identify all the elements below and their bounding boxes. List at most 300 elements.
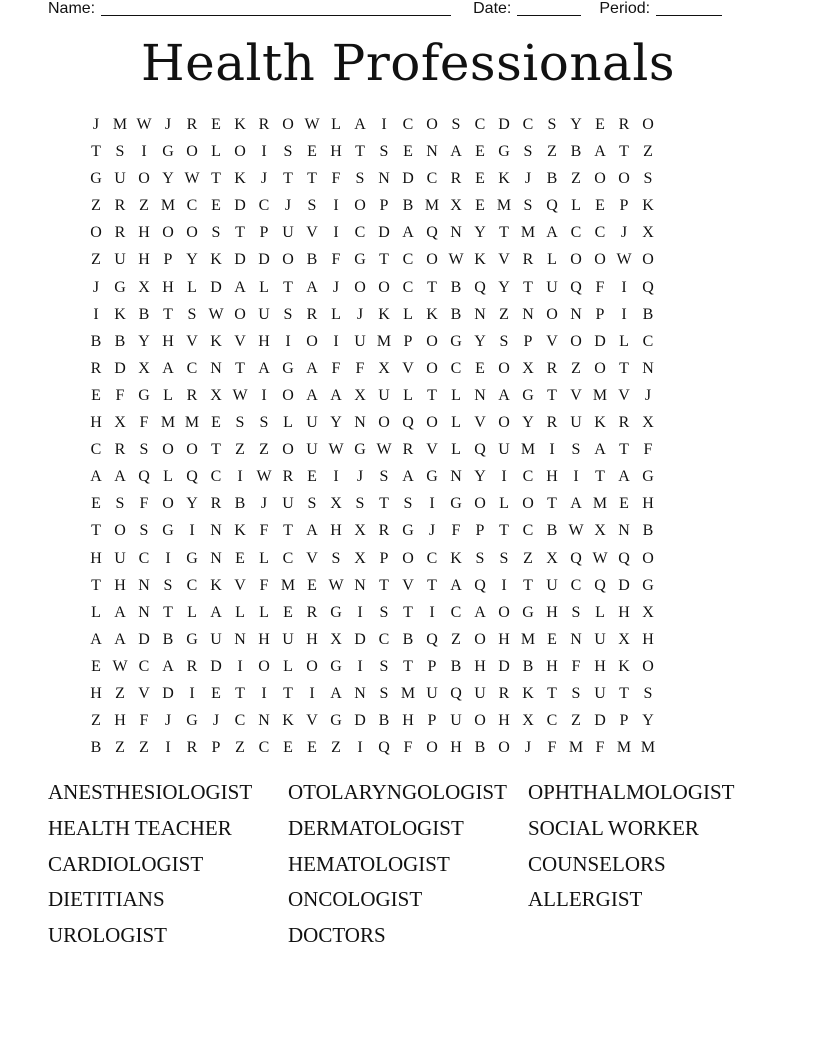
grid-letter[interactable]: A bbox=[570, 495, 582, 513]
grid-letter[interactable]: T bbox=[403, 603, 413, 621]
grid-letter[interactable]: V bbox=[402, 576, 414, 594]
grid-letter[interactable]: T bbox=[619, 359, 629, 377]
grid-letter[interactable]: T bbox=[427, 576, 437, 594]
grid-letter[interactable]: L bbox=[163, 386, 173, 404]
grid-letter[interactable]: R bbox=[402, 441, 414, 459]
grid-letter[interactable]: L bbox=[403, 305, 413, 323]
grid-letter[interactable]: C bbox=[186, 197, 198, 215]
grid-letter[interactable]: U bbox=[546, 576, 558, 594]
grid-letter[interactable]: C bbox=[570, 224, 582, 242]
grid-letter[interactable]: I bbox=[237, 657, 243, 675]
grid-letter[interactable]: X bbox=[642, 224, 654, 242]
grid-letter[interactable]: U bbox=[594, 630, 606, 648]
grid-letter[interactable]: B bbox=[642, 522, 654, 540]
grid-letter[interactable]: O bbox=[258, 657, 270, 675]
grid-letter[interactable]: S bbox=[355, 170, 365, 188]
grid-letter[interactable]: V bbox=[306, 549, 318, 567]
grid-letter[interactable]: B bbox=[450, 278, 462, 296]
grid-letter[interactable]: V bbox=[234, 576, 246, 594]
grid-letter[interactable]: J bbox=[620, 224, 628, 242]
grid-letter[interactable]: W bbox=[592, 549, 608, 567]
grid-letter[interactable]: S bbox=[451, 116, 461, 133]
grid-letter[interactable]: E bbox=[211, 116, 221, 133]
grid-letter[interactable]: C bbox=[402, 278, 414, 296]
grid-letter[interactable]: T bbox=[379, 251, 389, 269]
grid-letter[interactable]: L bbox=[259, 278, 269, 296]
grid-letter[interactable]: N bbox=[138, 576, 150, 594]
name-field[interactable] bbox=[48, 0, 451, 18]
grid-letter[interactable]: K bbox=[234, 170, 246, 188]
grid-letter[interactable]: N bbox=[570, 305, 582, 323]
grid-letter[interactable]: G bbox=[426, 468, 438, 486]
grid-letter[interactable]: C bbox=[258, 197, 270, 215]
grid-letter[interactable]: V bbox=[498, 251, 510, 269]
grid-letter[interactable]: G bbox=[642, 468, 654, 486]
grid-letter[interactable]: Q bbox=[426, 630, 438, 648]
grid-letter[interactable]: O bbox=[114, 522, 126, 540]
grid-letter[interactable]: D bbox=[234, 197, 246, 215]
grid-letter[interactable]: Z bbox=[547, 143, 557, 161]
grid-letter[interactable]: R bbox=[498, 684, 510, 702]
grid-letter[interactable]: O bbox=[138, 170, 150, 188]
grid-letter[interactable]: G bbox=[90, 170, 102, 188]
grid-letter[interactable]: U bbox=[210, 630, 222, 648]
grid-letter[interactable]: N bbox=[210, 549, 222, 567]
grid-letter[interactable]: E bbox=[211, 197, 221, 215]
grid-letter[interactable]: L bbox=[163, 468, 173, 486]
grid-letter[interactable]: O bbox=[354, 197, 366, 215]
grid-letter[interactable]: G bbox=[402, 522, 414, 540]
grid-letter[interactable]: Y bbox=[474, 332, 486, 350]
grid-letter[interactable]: R bbox=[378, 522, 390, 540]
grid-letter[interactable]: H bbox=[306, 630, 318, 648]
grid-letter[interactable]: F bbox=[643, 441, 653, 459]
grid-letter[interactable]: P bbox=[427, 657, 437, 675]
grid-letter[interactable]: E bbox=[91, 386, 101, 404]
grid-letter[interactable]: Y bbox=[186, 251, 198, 269]
grid-letter[interactable]: R bbox=[282, 468, 294, 486]
grid-letter[interactable]: T bbox=[523, 576, 533, 594]
grid-letter[interactable]: P bbox=[619, 197, 629, 215]
grid-letter[interactable]: H bbox=[162, 332, 174, 350]
grid-letter[interactable]: L bbox=[547, 251, 557, 269]
grid-letter[interactable]: O bbox=[498, 359, 510, 377]
grid-letter[interactable]: H bbox=[546, 603, 558, 621]
grid-letter[interactable]: Q bbox=[474, 441, 486, 459]
grid-letter[interactable]: A bbox=[330, 386, 342, 404]
grid-letter[interactable]: P bbox=[379, 549, 389, 567]
grid-letter[interactable]: I bbox=[261, 386, 267, 404]
grid-letter[interactable]: A bbox=[306, 359, 318, 377]
grid-letter[interactable]: G bbox=[450, 332, 462, 350]
grid-letter[interactable]: Q bbox=[450, 684, 462, 702]
grid-letter[interactable]: T bbox=[283, 684, 293, 702]
grid-letter[interactable]: W bbox=[328, 576, 344, 594]
grid-letter[interactable]: H bbox=[90, 684, 102, 702]
grid-letter[interactable]: U bbox=[498, 441, 510, 459]
grid-letter[interactable]: U bbox=[426, 684, 438, 702]
grid-letter[interactable]: L bbox=[187, 278, 197, 296]
grid-letter[interactable]: Q bbox=[426, 224, 438, 242]
grid-letter[interactable]: K bbox=[234, 116, 246, 133]
grid-letter[interactable]: M bbox=[568, 739, 584, 757]
grid-letter[interactable]: E bbox=[475, 143, 485, 161]
grid-letter[interactable]: W bbox=[112, 657, 128, 675]
grid-letter[interactable]: D bbox=[498, 116, 510, 133]
grid-letter[interactable]: L bbox=[499, 495, 509, 513]
grid-letter[interactable]: I bbox=[621, 305, 627, 323]
grid-letter[interactable]: I bbox=[333, 197, 339, 215]
grid-letter[interactable]: O bbox=[354, 278, 366, 296]
grid-letter[interactable]: B bbox=[546, 170, 558, 188]
grid-letter[interactable]: D bbox=[234, 251, 246, 269]
grid-letter[interactable]: C bbox=[258, 739, 270, 757]
grid-letter[interactable]: R bbox=[522, 251, 534, 269]
grid-letter[interactable]: M bbox=[616, 739, 632, 757]
grid-letter[interactable]: C bbox=[450, 359, 462, 377]
grid-letter[interactable]: D bbox=[402, 170, 414, 188]
grid-letter[interactable]: O bbox=[570, 251, 582, 269]
grid-letter[interactable]: I bbox=[429, 495, 435, 513]
grid-letter[interactable]: R bbox=[186, 116, 198, 133]
grid-letter[interactable]: K bbox=[522, 684, 534, 702]
grid-letter[interactable]: O bbox=[282, 386, 294, 404]
grid-letter[interactable]: E bbox=[235, 549, 245, 567]
grid-letter[interactable]: M bbox=[496, 197, 512, 215]
grid-letter[interactable]: R bbox=[306, 305, 318, 323]
grid-letter[interactable]: A bbox=[162, 359, 174, 377]
grid-letter[interactable]: F bbox=[571, 657, 581, 675]
grid-letter[interactable]: A bbox=[210, 603, 222, 621]
grid-letter[interactable]: E bbox=[307, 576, 317, 594]
grid-letter[interactable]: G bbox=[498, 143, 510, 161]
grid-letter[interactable]: N bbox=[618, 522, 630, 540]
grid-letter[interactable]: N bbox=[354, 684, 366, 702]
grid-letter[interactable]: N bbox=[450, 468, 462, 486]
grid-letter[interactable]: S bbox=[643, 684, 653, 702]
grid-letter[interactable]: D bbox=[210, 278, 222, 296]
grid-letter[interactable]: T bbox=[91, 522, 101, 540]
grid-letter[interactable]: J bbox=[644, 386, 652, 404]
grid-letter[interactable]: A bbox=[306, 386, 318, 404]
grid-letter[interactable]: E bbox=[307, 468, 317, 486]
grid-letter[interactable]: I bbox=[357, 603, 363, 621]
grid-letter[interactable]: R bbox=[546, 359, 558, 377]
grid-letter[interactable]: U bbox=[282, 224, 294, 242]
grid-letter[interactable]: O bbox=[426, 332, 438, 350]
grid-letter[interactable]: A bbox=[330, 684, 342, 702]
grid-letter[interactable]: K bbox=[618, 657, 630, 675]
grid-letter[interactable]: H bbox=[450, 739, 462, 757]
grid-letter[interactable]: O bbox=[474, 712, 486, 730]
grid-letter[interactable]: M bbox=[160, 414, 176, 432]
grid-letter[interactable]: B bbox=[450, 305, 462, 323]
grid-letter[interactable]: H bbox=[642, 630, 654, 648]
grid-letter[interactable]: L bbox=[595, 603, 605, 621]
grid-letter[interactable]: B bbox=[402, 630, 414, 648]
grid-letter[interactable]: E bbox=[595, 116, 605, 133]
grid-letter[interactable]: A bbox=[354, 116, 366, 133]
grid-letter[interactable]: Z bbox=[91, 712, 101, 730]
grid-letter[interactable]: A bbox=[114, 630, 126, 648]
grid-letter[interactable]: O bbox=[282, 441, 294, 459]
grid-letter[interactable]: U bbox=[114, 170, 126, 188]
grid-letter[interactable]: U bbox=[282, 630, 294, 648]
grid-letter[interactable]: O bbox=[282, 251, 294, 269]
grid-letter[interactable]: M bbox=[640, 739, 656, 757]
grid-letter[interactable]: K bbox=[114, 305, 126, 323]
grid-letter[interactable]: A bbox=[90, 468, 102, 486]
grid-letter[interactable]: R bbox=[546, 414, 558, 432]
grid-letter[interactable]: A bbox=[114, 603, 126, 621]
grid-letter[interactable]: S bbox=[379, 603, 389, 621]
grid-letter[interactable]: I bbox=[381, 116, 387, 133]
grid-letter[interactable]: K bbox=[642, 197, 654, 215]
grid-letter[interactable]: J bbox=[92, 116, 100, 133]
grid-letter[interactable]: H bbox=[618, 603, 630, 621]
grid-letter[interactable]: T bbox=[619, 684, 629, 702]
grid-letter[interactable]: F bbox=[331, 170, 341, 188]
grid-letter[interactable]: O bbox=[618, 170, 630, 188]
grid-letter[interactable]: U bbox=[114, 251, 126, 269]
grid-letter[interactable]: K bbox=[378, 305, 390, 323]
grid-letter[interactable]: N bbox=[138, 603, 150, 621]
grid-letter[interactable]: K bbox=[450, 549, 462, 567]
grid-letter[interactable]: O bbox=[642, 116, 654, 133]
grid-letter[interactable]: A bbox=[258, 359, 270, 377]
grid-letter[interactable]: S bbox=[235, 414, 245, 432]
grid-letter[interactable]: C bbox=[402, 116, 414, 133]
grid-letter[interactable]: B bbox=[642, 305, 654, 323]
grid-letter[interactable]: T bbox=[235, 359, 245, 377]
grid-letter[interactable]: G bbox=[330, 603, 342, 621]
grid-letter[interactable]: Z bbox=[499, 305, 509, 323]
grid-letter[interactable]: U bbox=[474, 684, 486, 702]
grid-letter[interactable]: L bbox=[235, 603, 245, 621]
grid-letter[interactable]: H bbox=[138, 224, 150, 242]
grid-letter[interactable]: U bbox=[306, 441, 318, 459]
grid-letter[interactable]: H bbox=[498, 712, 510, 730]
grid-letter[interactable]: D bbox=[354, 630, 366, 648]
grid-letter[interactable]: Z bbox=[235, 441, 245, 459]
grid-letter[interactable]: I bbox=[165, 739, 171, 757]
grid-letter[interactable]: Q bbox=[474, 278, 486, 296]
grid-letter[interactable]: O bbox=[282, 116, 294, 133]
grid-letter[interactable]: M bbox=[280, 576, 296, 594]
grid-letter[interactable]: W bbox=[304, 116, 320, 133]
grid-letter[interactable]: X bbox=[378, 359, 390, 377]
grid-letter[interactable]: L bbox=[91, 603, 101, 621]
grid-letter[interactable]: A bbox=[234, 278, 246, 296]
grid-letter[interactable]: H bbox=[90, 414, 102, 432]
grid-letter[interactable]: C bbox=[282, 549, 294, 567]
grid-letter[interactable]: B bbox=[402, 197, 414, 215]
grid-letter[interactable]: S bbox=[139, 441, 149, 459]
grid-letter[interactable]: J bbox=[524, 739, 532, 757]
grid-letter[interactable]: N bbox=[354, 576, 366, 594]
grid-letter[interactable]: B bbox=[162, 630, 174, 648]
grid-letter[interactable]: M bbox=[520, 224, 536, 242]
grid-letter[interactable]: B bbox=[474, 739, 486, 757]
grid-letter[interactable]: Q bbox=[570, 549, 582, 567]
grid-letter[interactable]: D bbox=[594, 332, 606, 350]
grid-letter[interactable]: Q bbox=[618, 549, 630, 567]
grid-letter[interactable]: S bbox=[379, 143, 389, 161]
grid-letter[interactable]: T bbox=[499, 522, 509, 540]
grid-letter[interactable]: I bbox=[189, 522, 195, 540]
grid-letter[interactable]: P bbox=[259, 224, 269, 242]
grid-letter[interactable]: X bbox=[618, 630, 630, 648]
grid-letter[interactable]: J bbox=[92, 278, 100, 296]
grid-letter[interactable]: Q bbox=[402, 414, 414, 432]
grid-letter[interactable]: Z bbox=[139, 739, 149, 757]
grid-letter[interactable]: H bbox=[114, 712, 126, 730]
grid-letter[interactable]: Z bbox=[451, 630, 461, 648]
grid-letter[interactable]: C bbox=[378, 630, 390, 648]
grid-letter[interactable]: C bbox=[426, 549, 438, 567]
grid-letter[interactable]: B bbox=[234, 495, 246, 513]
grid-letter[interactable]: J bbox=[284, 197, 292, 215]
grid-letter[interactable]: I bbox=[189, 684, 195, 702]
period-field[interactable] bbox=[599, 0, 722, 18]
grid-letter[interactable]: E bbox=[307, 143, 317, 161]
grid-letter[interactable]: T bbox=[403, 657, 413, 675]
grid-letter[interactable]: H bbox=[258, 630, 270, 648]
grid-letter[interactable]: S bbox=[499, 332, 509, 350]
grid-letter[interactable]: K bbox=[234, 522, 246, 540]
grid-letter[interactable]: H bbox=[498, 630, 510, 648]
grid-letter[interactable]: A bbox=[114, 468, 126, 486]
grid-letter[interactable]: Y bbox=[474, 468, 486, 486]
grid-letter[interactable]: A bbox=[594, 143, 606, 161]
grid-letter[interactable]: C bbox=[354, 224, 366, 242]
grid-letter[interactable]: D bbox=[618, 576, 630, 594]
grid-letter[interactable]: F bbox=[139, 712, 149, 730]
grid-letter[interactable]: S bbox=[211, 224, 221, 242]
grid-letter[interactable]: B bbox=[378, 712, 390, 730]
grid-letter[interactable]: A bbox=[402, 224, 414, 242]
grid-letter[interactable]: P bbox=[475, 522, 485, 540]
grid-letter[interactable]: H bbox=[474, 657, 486, 675]
grid-letter[interactable]: O bbox=[594, 251, 606, 269]
grid-letter[interactable]: F bbox=[331, 251, 341, 269]
grid-letter[interactable]: T bbox=[547, 684, 557, 702]
grid-letter[interactable]: C bbox=[210, 468, 222, 486]
grid-letter[interactable]: A bbox=[618, 468, 630, 486]
grid-letter[interactable]: X bbox=[450, 197, 462, 215]
grid-letter[interactable]: A bbox=[90, 630, 102, 648]
grid-letter[interactable]: O bbox=[90, 224, 102, 242]
grid-letter[interactable]: N bbox=[570, 630, 582, 648]
grid-letter[interactable]: I bbox=[93, 305, 99, 323]
grid-letter[interactable]: V bbox=[234, 332, 246, 350]
grid-letter[interactable]: A bbox=[474, 603, 486, 621]
grid-letter[interactable]: I bbox=[429, 603, 435, 621]
grid-letter[interactable]: C bbox=[474, 116, 486, 133]
grid-letter[interactable]: W bbox=[568, 522, 584, 540]
grid-letter[interactable]: D bbox=[138, 630, 150, 648]
grid-letter[interactable]: X bbox=[594, 522, 606, 540]
grid-letter[interactable]: S bbox=[643, 170, 653, 188]
grid-letter[interactable]: U bbox=[282, 495, 294, 513]
grid-letter[interactable]: Y bbox=[570, 116, 582, 133]
grid-letter[interactable]: N bbox=[450, 224, 462, 242]
grid-letter[interactable]: J bbox=[428, 522, 436, 540]
grid-letter[interactable]: Y bbox=[474, 224, 486, 242]
grid-letter[interactable]: X bbox=[210, 386, 222, 404]
grid-letter[interactable]: J bbox=[260, 170, 268, 188]
grid-letter[interactable]: D bbox=[594, 712, 606, 730]
grid-letter[interactable]: R bbox=[90, 359, 102, 377]
grid-letter[interactable]: O bbox=[498, 414, 510, 432]
grid-letter[interactable]: O bbox=[498, 739, 510, 757]
grid-letter[interactable]: V bbox=[546, 332, 558, 350]
grid-letter[interactable]: T bbox=[91, 143, 101, 161]
grid-letter[interactable]: L bbox=[283, 414, 293, 432]
grid-letter[interactable]: X bbox=[642, 414, 654, 432]
grid-letter[interactable]: X bbox=[354, 386, 366, 404]
grid-letter[interactable]: O bbox=[426, 251, 438, 269]
grid-letter[interactable]: T bbox=[427, 278, 437, 296]
grid-letter[interactable]: S bbox=[259, 414, 269, 432]
grid-letter[interactable]: B bbox=[450, 657, 462, 675]
grid-letter[interactable]: S bbox=[571, 603, 581, 621]
grid-letter[interactable]: H bbox=[330, 143, 342, 161]
grid-letter[interactable]: C bbox=[186, 576, 198, 594]
grid-letter[interactable]: I bbox=[357, 739, 363, 757]
grid-letter[interactable]: E bbox=[547, 630, 557, 648]
grid-letter[interactable]: G bbox=[186, 712, 198, 730]
grid-letter[interactable]: Z bbox=[139, 197, 149, 215]
grid-letter[interactable]: E bbox=[307, 739, 317, 757]
grid-letter[interactable]: J bbox=[356, 305, 364, 323]
grid-letter[interactable]: F bbox=[259, 576, 269, 594]
grid-letter[interactable]: Z bbox=[115, 684, 125, 702]
grid-letter[interactable]: F bbox=[355, 359, 365, 377]
grid-letter[interactable]: N bbox=[522, 305, 534, 323]
grid-letter[interactable]: X bbox=[354, 522, 366, 540]
grid-letter[interactable]: O bbox=[426, 739, 438, 757]
grid-letter[interactable]: E bbox=[403, 143, 413, 161]
grid-letter[interactable]: O bbox=[378, 414, 390, 432]
grid-letter[interactable]: Z bbox=[91, 197, 101, 215]
grid-letter[interactable]: T bbox=[595, 468, 605, 486]
grid-letter[interactable]: L bbox=[259, 603, 269, 621]
grid-letter[interactable]: Y bbox=[138, 332, 150, 350]
grid-letter[interactable]: T bbox=[235, 684, 245, 702]
grid-letter[interactable]: M bbox=[400, 684, 416, 702]
grid-letter[interactable]: W bbox=[376, 441, 392, 459]
grid-letter[interactable]: Z bbox=[91, 251, 101, 269]
grid-letter[interactable]: S bbox=[523, 143, 533, 161]
grid-letter[interactable]: Y bbox=[330, 414, 342, 432]
grid-letter[interactable]: C bbox=[522, 522, 534, 540]
grid-letter[interactable]: I bbox=[333, 468, 339, 486]
grid-letter[interactable]: Y bbox=[186, 495, 198, 513]
grid-letter[interactable]: D bbox=[378, 224, 390, 242]
grid-letter[interactable]: H bbox=[594, 657, 606, 675]
grid-letter[interactable]: T bbox=[427, 386, 437, 404]
grid-letter[interactable]: B bbox=[114, 332, 126, 350]
grid-letter[interactable]: X bbox=[330, 495, 342, 513]
grid-letter[interactable]: B bbox=[306, 251, 318, 269]
grid-letter[interactable]: I bbox=[501, 576, 507, 594]
grid-letter[interactable]: V bbox=[306, 224, 318, 242]
grid-letter[interactable]: T bbox=[379, 576, 389, 594]
grid-letter[interactable]: T bbox=[379, 495, 389, 513]
grid-letter[interactable]: X bbox=[354, 549, 366, 567]
grid-letter[interactable]: P bbox=[403, 332, 413, 350]
